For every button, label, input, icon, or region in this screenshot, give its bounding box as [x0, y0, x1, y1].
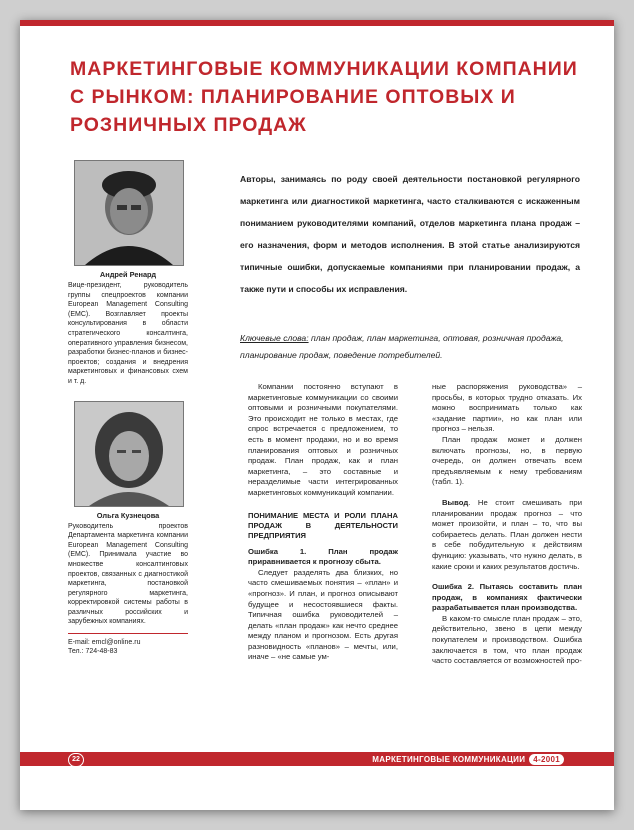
error-heading-2: Ошибка 2. Пытаясь составить план продаж, в компаниях фактически разрабатывается план производства. — [432, 582, 582, 613]
paragraph: В каком-то смысле план продаж – это, действительно, звено в цепи между покупателем и производством. Ошибка заключается в том, что план продаж часто составляется от возможностей про- — [432, 613, 582, 666]
paragraph: ные распоряжения руководства» – просьбы, в которых трудно отказать. Их можно воспринимать только как «задание партии», но как план или прогноз – нельзя. — [432, 382, 582, 434]
contact-email: E-mail: emcl@online.ru — [68, 639, 141, 647]
paragraph: Компании постоянно вступают в маркетинговые коммуникации со своими оптовыми и розничными покупателями. Это происходит не только в местах, где спрос встречается с предложением, то есть в момент продажи, но и во время планирования оптовых и розничных продаж. План продаж, как и план маркетинга, – это составные и неразделимые части интегрированных маркетинговых коммуникаций компании. — [248, 382, 398, 497]
article-title: МАРКЕТИНГОВЫЕ КОММУНИКАЦИИ КОМПАНИИ С РЫНКОМ: ПЛАНИРОВАНИЕ ОПТОВЫХ И РОЗНИЧНЫХ ПРОДАЖ — [70, 58, 578, 136]
conclusion-label: Вывод — [442, 497, 469, 507]
text-column-2 — [432, 382, 582, 667]
author-photo-1 — [74, 160, 184, 266]
top-accent-bar — [20, 20, 614, 26]
error-heading-1: Ошибка 1. План продаж приравнивается к прогнозу сбыта. — [248, 546, 398, 567]
section-heading: ПОНИМАНИЕ МЕСТА И РОЛИ ПЛАНА ПРОДАЖ В ДЕЯТЕЛЬНОСТИ ПРЕДПРИЯТИЯ — [248, 510, 398, 540]
conclusion-paragraph — [432, 498, 582, 572]
contact-phone: Тел.: 724-48-83 — [68, 648, 118, 656]
contact-divider — [68, 633, 188, 634]
paragraph: Следует разделять два близких, но часто смешиваемых понятия – «план» и «прогноз». И план, и прогноз описывают будущее и несостоявшиеся факты. Типичная ошибка руководителей – делать «план продаж» как нечто среднее между планом и прогнозом. Есть другая разновидность «планов» – мечты, или, иначе – «не самые ум- — [248, 567, 398, 662]
conclusion-text: . Не стоит смешивать при планировании продаж прогноз – что может произойти, и план – то, что вы собираетесь делать. План должен нести в себе побудительную к действиям функцию: указывать, что нужно делать, в какие сроки и каких результатов достичь. — [432, 497, 582, 571]
page-number: 22 — [68, 753, 84, 767]
author-bio-2: Руководитель проектов Департамента маркетинга компании European Management Consulting (EMC). Принимала участие во множестве консалтинговых проектов, связанных с диагностикой маркетинга, постановкой регулярного маркетинга, корректировкой системы работы в различных российских и зарубежных компаниях. — [68, 522, 188, 626]
issue-badge: 4-2001 — [529, 754, 564, 765]
author-name-1: Андрей Ренард — [99, 270, 157, 279]
author-sidebar — [68, 160, 188, 657]
text-column-1 — [248, 382, 398, 663]
keywords — [240, 330, 580, 364]
author-name-2: Ольга Кузнецова — [96, 510, 160, 520]
author-bio-1: Вице-президент, руководитель группы спецпроектов компании European Management Consulting (EMC). Возглавляет проекты консультирования в области стратегического консалтинга, оперативного управления бизнесом, разработки бизнес-планов и бизнес-проектов; создания и внедрения маркетинговых и финансовых схем и т. д. — [68, 282, 188, 385]
paragraph: План продаж может и должен включать прогнозы, но, в первую очередь, он должен отвечать всем предъявляемым к нему требованиям (табл. 1). — [432, 434, 582, 487]
article-lead: Авторы, занимаясь по роду своей деятельности постановкой регулярного маркетинга или диагностикой маркетинга, часто сталкиваются с искаженным пониманием руководителями компаний, отделов маркетинга плана продаж – его назначения, форм и методов исполнения. В этой статье анализируются типичные ошибки, допускаемые компаниями при планировании продаж, а также пути и способы их исправления. — [240, 174, 580, 294]
keywords-label: Ключевые слова: — [240, 333, 309, 343]
journal-name — [372, 754, 564, 765]
journal-title: МАРКЕТИНГОВЫЕ КОММУНИКАЦИИ — [372, 755, 526, 764]
author-photo-2 — [74, 401, 184, 507]
keywords-text: план продаж, план маркетинга, оптовая, розничная продажа, планирование продаж, поведение потребителей. — [240, 333, 564, 360]
magazine-page — [20, 20, 614, 810]
